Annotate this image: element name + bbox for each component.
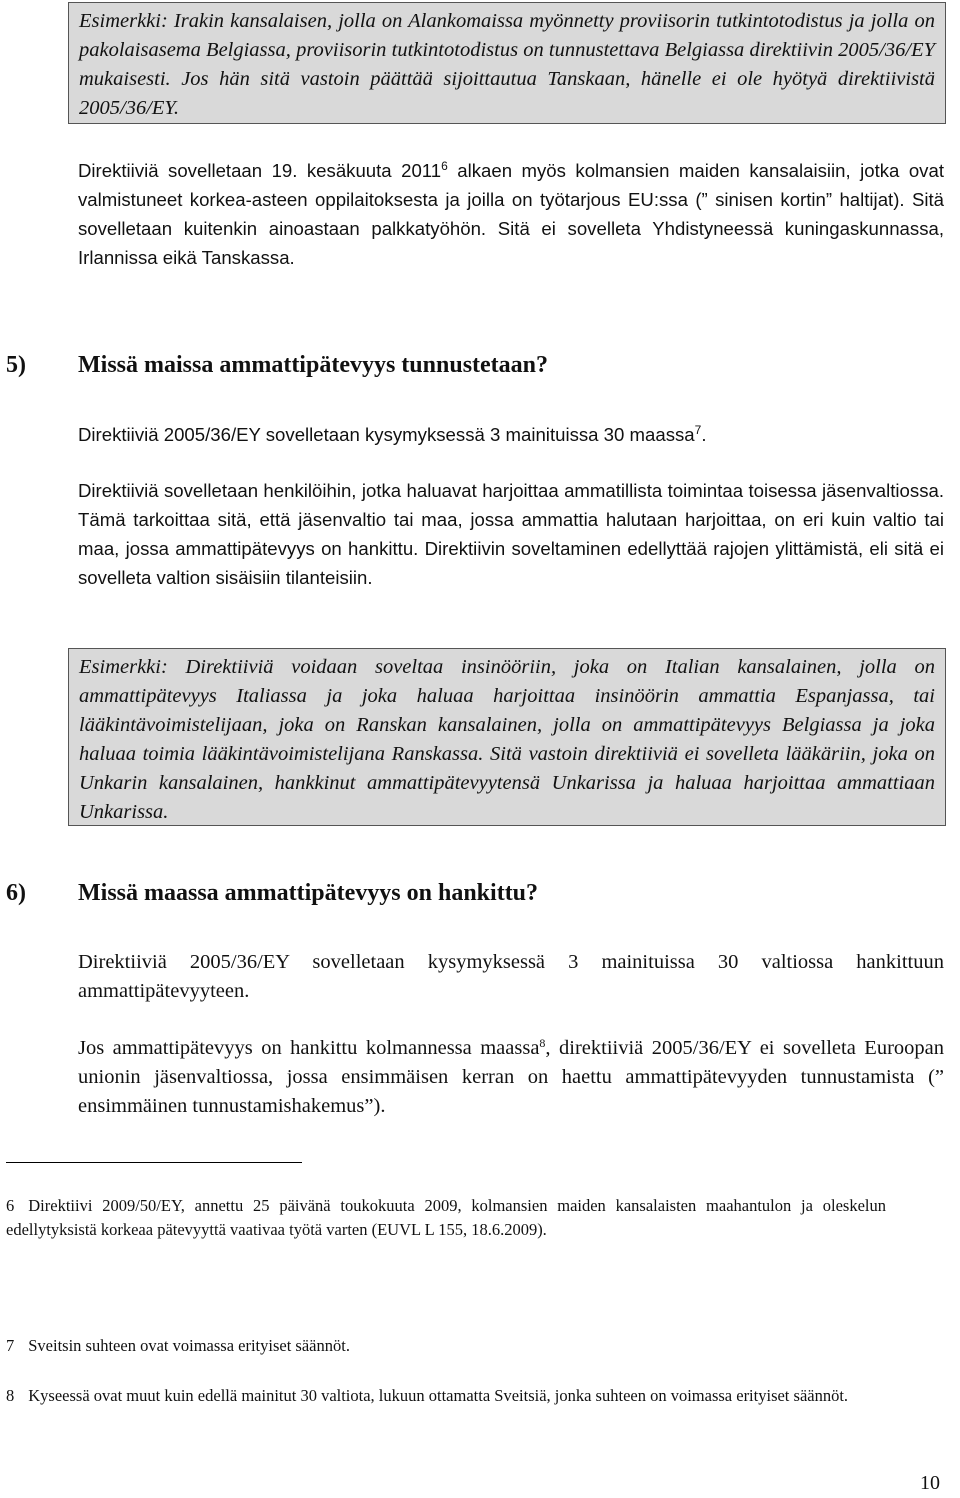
footnote-6-number: 6 [6, 1196, 15, 1215]
footnote-ref-7[interactable]: 7 [694, 423, 702, 437]
para1-text-b: alkaen myös kolmansien maiden kansalaisiin, jotka ovat valmistuneet korkea-asteen oppilaitoksesta ja joilla on työtarjous EU:ssa (” sinisen kortin” haltijat). Sitä sovelletaan kuitenkin ainoastaan palkkatyöhön. Sitä ei sovelleta Yhdistyneessä kuningaskunnassa, Irlannissa eikä Tanskassa. [78, 160, 944, 268]
heading-6-number: 6) [6, 880, 26, 906]
footnote-ref-6[interactable]: 6 [441, 159, 448, 173]
heading-6-text: Missä maassa ammattipätevyys on hankittu? [78, 880, 539, 906]
section-heading-5 [6, 352, 548, 379]
footnote-7 [6, 1334, 886, 1358]
section-heading-6 [6, 880, 538, 907]
footnote-6-text: Direktiivi 2009/50/EY, annettu 25 päivänä toukokuuta 2009, kolmansien maiden kansalaisten maahantulon ja oleskelun edellytyksistä korkeaa pätevyyttä vaativaa työtä varten (EUVL L 155, 18.6.2009). [6, 1196, 886, 1239]
page-number: 10 [920, 1472, 940, 1494]
example-box-1 [68, 2, 946, 124]
footnote-ref-8[interactable]: 8 [539, 1036, 546, 1050]
para5-text-a: Jos ammattipätevyys on hankittu kolmannessa maassa [78, 1037, 540, 1059]
example-box-2 [68, 648, 946, 826]
example-text-2: Esimerkki: Direktiiviä voidaan soveltaa insinööriin, joka on Italian kansalainen, jolla on ammattipätevyys Italiassa ja joka haluaa harjoittaa insinöörin ammattia Espanjassa, tai lääkintävoimistelijaan, joka on Ranskan kansalainen, jolla on ammattipätevyys Belgiassa ja joka haluaa toimia lääkintävoimistelijana Ranskassa. Sitä vastoin direktiiviä ei sovelleta lääkäriin, joka on Unkarin kansalainen, hankkinut ammattipätevyytensä Unkarissa ja haluaa harjoittaa ammattiaan Unkarissa. [79, 656, 935, 823]
footnote-8 [6, 1384, 946, 1408]
heading-5-number: 5) [6, 352, 26, 378]
footnote-separator [6, 1162, 302, 1163]
footnote-6 [6, 1194, 886, 1242]
para2-end: . [701, 424, 707, 445]
para2-text: Direktiiviä 2005/36/EY sovelletaan kysymyksessä 3 mainituissa 30 maassa [78, 424, 695, 445]
footnote-8-text: Kyseessä ovat muut kuin edellä mainitut 30 valtiota, lukuun ottamatta Sveitsiä, jonka suhteen on voimassa erityiset säännöt. [28, 1386, 849, 1405]
para3-text: Direktiiviä sovelletaan henkilöihin, jotka haluavat harjoittaa ammatillista toimintaa toisessa jäsenvaltiossa. Tämä tarkoittaa sitä, että jäsenvaltio tai maa, jossa ammattia halutaan harjoittaa, on eri kuin valtio tai maa, jossa ammattipätevyys on hankittu. Direktiivin soveltaminen edellyttää rajojen ylittämistä, eli sitä ei sovelleta valtion sisäisiin tilanteisiin. [78, 480, 944, 588]
footnote-7-text: Sveitsin suhteen ovat voimassa erityiset säännöt. [28, 1336, 350, 1355]
paragraph-blue-card [78, 156, 944, 272]
para4-text: Direktiiviä 2005/36/EY sovelletaan kysymyksessä 3 mainituissa 30 valtiossa hankittuun ammattipätevyyteen. [78, 951, 944, 1002]
footnote-7-number: 7 [6, 1336, 15, 1355]
example-text-1: Esimerkki: Irakin kansalaisen, jolla on Alankomaissa myönnetty proviisorin tutkintotodistus ja jolla on pakolaisasema Belgiassa, proviisorin tutkintotodistus on tunnustettava Belgiassa direktiivin 2005/36/EY mukaisesti. Jos hän sitä vastoin päättää sijoittautua Tanskaan, hänelle ei ole hyötyä direktiivistä 2005/36/EY. [79, 10, 935, 119]
paragraph-third-country [78, 1034, 944, 1121]
para5-text-b: , direktiiviä 2005/36/EY ei sovelleta Euroopan unionin jäsenvaltiossa, jossa ensimmäisen kerran on haettu ammattipätevyyden tunnustamista (” ensimmäinen tunnustamishakemus”). [78, 1037, 945, 1117]
paragraph-acquired [78, 948, 944, 1006]
paragraph-cross-border [78, 476, 944, 592]
paragraph-30-countries [78, 420, 944, 449]
para1-text-a: Direktiiviä sovelletaan 19. kesäkuuta 2011 [78, 160, 442, 181]
footnote-8-number: 8 [6, 1386, 15, 1405]
heading-5-text: Missä maissa ammattipätevyys tunnustetaan? [78, 352, 549, 378]
